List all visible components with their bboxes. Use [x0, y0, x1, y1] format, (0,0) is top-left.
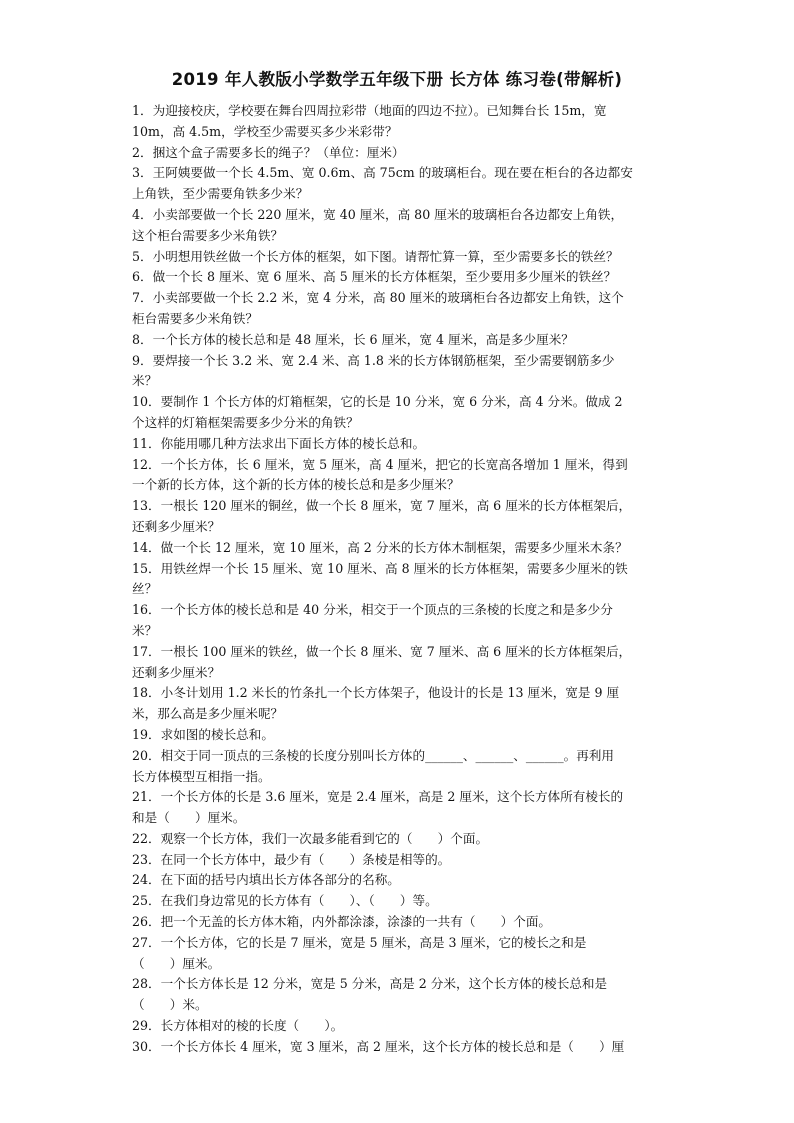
question-line: 19．求如图的棱长总和。	[132, 726, 274, 742]
question-line: 26．把一个无盖的长方体木箱，内外都涂漆，涂漆的一共有（ ）个面。	[132, 914, 552, 930]
question-line: 25．在我们身边常见的长方体有（ ）、（ ）等。	[132, 893, 438, 909]
question-line: 20．相交于同一顶点的三条棱的长度分别叫长方体的______、______、______。再利用	[132, 747, 614, 763]
question-line: 5．小明想用铁丝做一个长方体的框架，如下图。请帮忙算一算，至少需要多长的铁丝？	[132, 248, 619, 264]
question-line: 米？	[132, 622, 158, 638]
question-line: 7．小卖部要做一个长 2.2 米，宽 4 分米，高 80 厘米的玻璃柜台各边都安上角铁，这个	[132, 290, 624, 306]
question-line: 18．小冬计划用 1.2 米长的竹条扎一个长方体架子，他设计的长是 13 厘米，宽是 9 厘	[132, 685, 620, 701]
question-line: 2．捆这个盒子需要多长的绳子？（单位：厘米）	[132, 144, 405, 160]
question-line: 一个新的长方体，这个新的长方体的棱长总和是多少厘米？	[132, 477, 460, 493]
question-line: 3．王阿姨要做一个长 4.5m、宽 0.6m、高 75cm 的玻璃柜台。现在要在柜台的各边都安	[132, 165, 633, 181]
question-line: 28．一个长方体长是 12 分米，宽是 5 分米，高是 2 分米，这个长方体的棱长总和是	[132, 976, 608, 992]
question-line: 13．一根长 120 厘米的铜丝，做一个长 8 厘米，宽 7 厘米，高 6 厘米的长方体框架后，	[132, 498, 632, 514]
question-line: 这个柜台需要多少米角铁？	[132, 227, 284, 243]
question-line: 12．一个长方体，长 6 厘米，宽 5 厘米，高 4 厘米，把它的长宽高各增加 1 厘米，得到	[132, 456, 628, 472]
question-line: 11．你能用哪几种方法求出下面长方体的棱长总和。	[132, 435, 426, 451]
question-line: 还剩多少厘米？	[132, 518, 221, 534]
question-line: 个这样的灯箱框架需要多少分米的角铁？	[132, 414, 359, 430]
question-line: 柜台需要多少米角铁？	[132, 310, 258, 326]
question-line: 10．要制作 1 个长方体的灯箱框架，它的长是 10 分米，宽 6 分米，高 4 分米。做成 2	[132, 394, 623, 410]
question-line: 上角铁，至少需要角铁多少米？	[132, 186, 309, 202]
question-line: 17．一根长 100 厘米的铁丝，做一个长 8 厘米、宽 7 厘米、高 6 厘米的长方体框架后，	[132, 643, 632, 659]
question-line: （ ）米。	[132, 997, 208, 1013]
question-line: 27．一个长方体，它的长是 7 厘米，宽是 5 厘米，高是 3 厘米，它的棱长之和是	[132, 934, 587, 950]
question-line: 22．观察一个长方体，我们一次最多能看到它的（ ）个面。	[132, 830, 489, 846]
question-line: 21．一个长方体的长是 3.6 厘米，宽是 2.4 厘米，高是 2 厘米，这个长方体所有棱长的	[132, 789, 624, 805]
page-title: 2019 年人教版小学数学五年级下册 长方体 练习卷(带解析)	[171, 70, 623, 89]
question-line: 丝？	[132, 581, 158, 597]
question-line: 10m，高 4.5m，学校至少需要买多少米彩带？	[132, 123, 398, 139]
question-line: 6．做一个长 8 厘米、宽 6 厘米、高 5 厘米的长方体框架，至少要用多少厘米的铁丝？	[132, 269, 617, 285]
question-line: 1．为迎接校庆，学校要在舞台四周拉彩带（地面的四边不拉）。已知舞台长 15m，宽	[132, 103, 607, 118]
question-line: 23．在同一个长方体中，最少有（ ）条棱是相等的。	[132, 851, 451, 867]
question-line: 24．在下面的括号内填出长方体各部分的名称。	[132, 872, 400, 888]
question-line: 16．一个长方体的棱长总和是 40 分米，相交于一个顶点的三条棱的长度之和是多少分	[132, 602, 613, 618]
question-line: 还剩多少厘米？	[132, 664, 221, 680]
question-line: 4．小卖部要做一个长 220 厘米，宽 40 厘米，高 80 厘米的玻璃柜台各边都安上角铁，	[132, 206, 624, 222]
question-line: （ ）厘米。	[132, 955, 221, 971]
question-line: 8．一个长方体的棱长总和是 48 厘米，长 6 厘米，宽 4 厘米，高是多少厘米？	[132, 331, 574, 347]
question-list	[132, 101, 667, 1058]
question-line: 30．一个长方体长 4 厘米，宽 3 厘米，高 2 厘米，这个长方体的棱长总和是（ ）厘	[132, 1038, 625, 1054]
question-line: 米？	[132, 373, 158, 389]
question-line: 和是（ ）厘米。	[132, 810, 246, 826]
question-line: 米，那么高是多少厘米呢？	[132, 706, 284, 722]
question-line: 9．要焊接一个长 3.2 米、宽 2.4 米、高 1.8 米的长方体钢筋框架，至少需要钢筋多少	[132, 352, 615, 368]
question-line: 14．做一个长 12 厘米，宽 10 厘米，高 2 分米的长方体木制框架，需要多少厘米木条？	[132, 539, 628, 555]
question-line: 29．长方体相对的棱的长度（ ）。	[132, 1018, 344, 1034]
question-line: 长方体模型互相指一指。	[132, 768, 271, 784]
question-line: 15．用铁丝焊一个长 15 厘米、宽 10 厘米、高 8 厘米的长方体框架，需要多少厘米的铁	[132, 560, 628, 576]
